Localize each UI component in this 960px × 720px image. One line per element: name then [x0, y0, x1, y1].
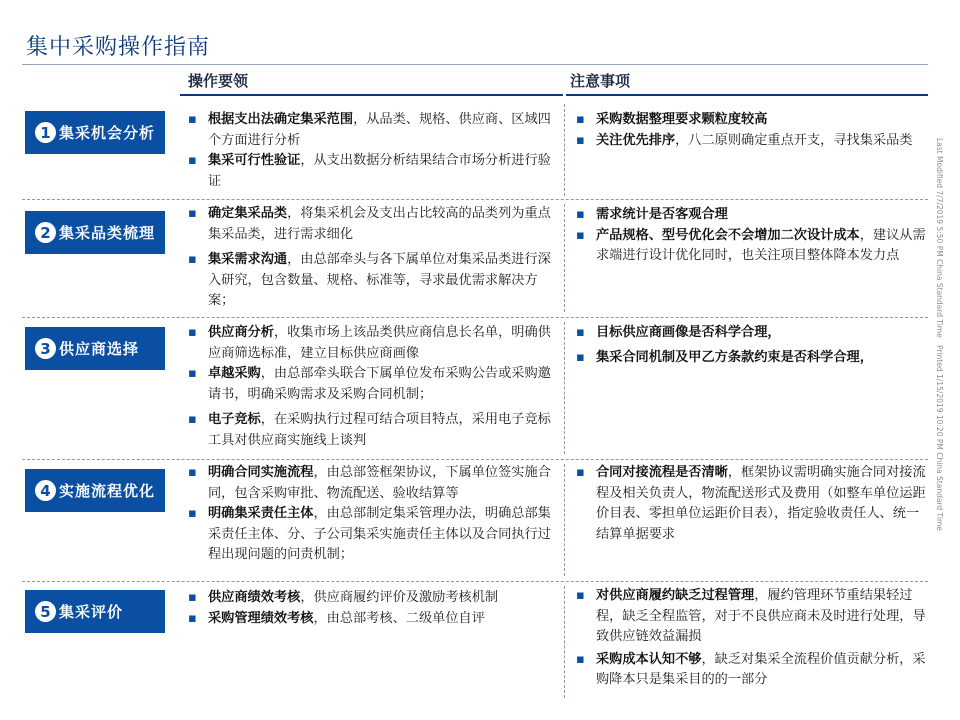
bullet-item: ▪ 产品规格、型号优化会不会增加二次设计成本，建议从需求端进行设计优化同时，也关注项目整体降本发力点 — [574, 226, 926, 267]
bullet-item: ▪ 集采可行性验证，从支出数据分析结果结合市场分析进行验证 — [186, 151, 562, 192]
column-header-rule-left — [180, 94, 563, 96]
row-1-operations — [186, 110, 562, 192]
bullet-item: ▪ 明确合同实施流程，由总部签框架协议，下属单位签实施合同，包含采购审批、物流配送、验收结算等 — [186, 463, 562, 504]
row-5-column-divider — [564, 586, 565, 698]
step-number-badge: 4 — [35, 480, 56, 501]
step-number-badge: 2 — [35, 222, 56, 243]
row-separator — [22, 317, 928, 318]
row-separator — [22, 199, 928, 200]
row-3-notes — [574, 323, 926, 368]
bullet-item: ▪ 需求统计是否客观合理 — [574, 205, 926, 226]
row-separator — [22, 581, 928, 582]
bullet-item: ▪ 关注优先排序，八二原则确定重点开支，寻找集采品类 — [574, 131, 926, 152]
last-modified-note: Last Modified 7/7/2019 5:50 PM China Standard Time — [935, 138, 944, 338]
step-2-category-sorting — [25, 211, 165, 254]
bullet-item: ▪ 集采需求沟通，由总部牵头与各下属单位对集采品类进行深入研究，包含数量、规格、标准等，寻求最优需求解决方案； — [186, 250, 562, 312]
row-4-column-divider — [564, 464, 565, 576]
column-header-rule-right — [566, 94, 928, 96]
step-label: 集采品类梳理 — [59, 224, 156, 242]
step-label: 实施流程优化 — [59, 482, 156, 500]
row-3-column-divider — [564, 322, 565, 454]
title-divider — [22, 64, 928, 65]
row-1-column-divider — [564, 104, 565, 196]
step-label: 集采机会分析 — [59, 124, 156, 142]
bullet-item: ▪ 采购成本认知不够，缺乏对集采全流程价值贡献分析，采购降本只是集采目的的一部分 — [574, 650, 926, 691]
bullet-item: ▪ 采购管理绩效考核，由总部考核、二级单位自评 — [186, 609, 562, 630]
bullet-item: ▪ 卓越采购，由总部牵头联合下属单位发布采购公告或采购邀请书，明确采购需求及采购合同机制； — [186, 364, 562, 405]
row-3-operations — [186, 323, 562, 451]
row-2-notes — [574, 205, 926, 267]
bullet-item: ▪ 采购数据整理要求颗粒度较高 — [574, 110, 926, 131]
bullet-item: ▪ 确定集采品类，将集采机会及支出占比较高的品类列为重点集采品类，进行需求细化 — [186, 204, 562, 245]
step-number-badge: 1 — [35, 122, 56, 143]
bullet-item: ▪ 电子竞标，在采购执行过程可结合项目特点，采用电子竞标工具对供应商实施线上谈判 — [186, 410, 562, 451]
step-5-collective-evaluation — [25, 590, 165, 633]
row-5-operations — [186, 588, 562, 629]
bullet-item: ▪ 对供应商履约缺乏过程管理，履约管理环节重结果轻过程，缺乏全程监管，对于不良供应商未及时进行处理，导致供应链效益漏损 — [574, 586, 926, 648]
bullet-item: ▪ 供应商分析，收集市场上该品类供应商信息长名单，明确供应商筛选标准，建立目标供应商画像 — [186, 323, 562, 364]
row-5-notes — [574, 586, 926, 691]
step-label: 集采评价 — [59, 603, 124, 621]
bullet-item: ▪ 集采合同机制及甲乙方条款约束是否科学合理， — [574, 348, 926, 369]
bullet-item: ▪ 合同对接流程是否清晰，框架协议需明确实施合同对接流程及相关负责人，物流配送形式及费用（如整车单位运距价目表、零担单位运距价目表），指定验收责任人、统一结算单据要求 — [574, 463, 926, 545]
bullet-item: ▪ 明确集采责任主体，由总部制定集采管理办法，明确总部集采责任主体、分、子公司集采实施责任主体以及合同执行过程出现问题的问责机制； — [186, 504, 562, 566]
row-2-operations — [186, 204, 562, 312]
step-label: 供应商选择 — [59, 340, 140, 358]
page-title: 集中采购操作指南 — [26, 35, 211, 60]
bullet-item: ▪ 供应商绩效考核，供应商履约评价及激励考核机制 — [186, 588, 562, 609]
step-4-process-optimization — [25, 469, 165, 512]
column-header-notes: 注意事项 — [570, 72, 631, 90]
row-4-operations — [186, 463, 562, 566]
step-3-supplier-selection — [25, 327, 165, 370]
bullet-item: ▪ 根据支出法确定集采范围，从品类、规格、供应商、区域四个方面进行分析 — [186, 110, 562, 151]
row-separator — [22, 459, 928, 460]
step-number-badge: 5 — [35, 601, 56, 622]
row-2-column-divider — [564, 204, 565, 312]
row-4-notes — [574, 463, 926, 545]
step-number-badge: 3 — [35, 338, 56, 359]
printed-note: Printed 1/15/2019 10:20 PM China Standard Time — [935, 345, 944, 531]
bullet-item: ▪ 目标供应商画像是否科学合理， — [574, 323, 926, 344]
row-1-notes — [574, 110, 926, 151]
column-header-operations: 操作要领 — [188, 72, 249, 90]
step-1-collective-opportunity-analysis — [25, 111, 165, 154]
